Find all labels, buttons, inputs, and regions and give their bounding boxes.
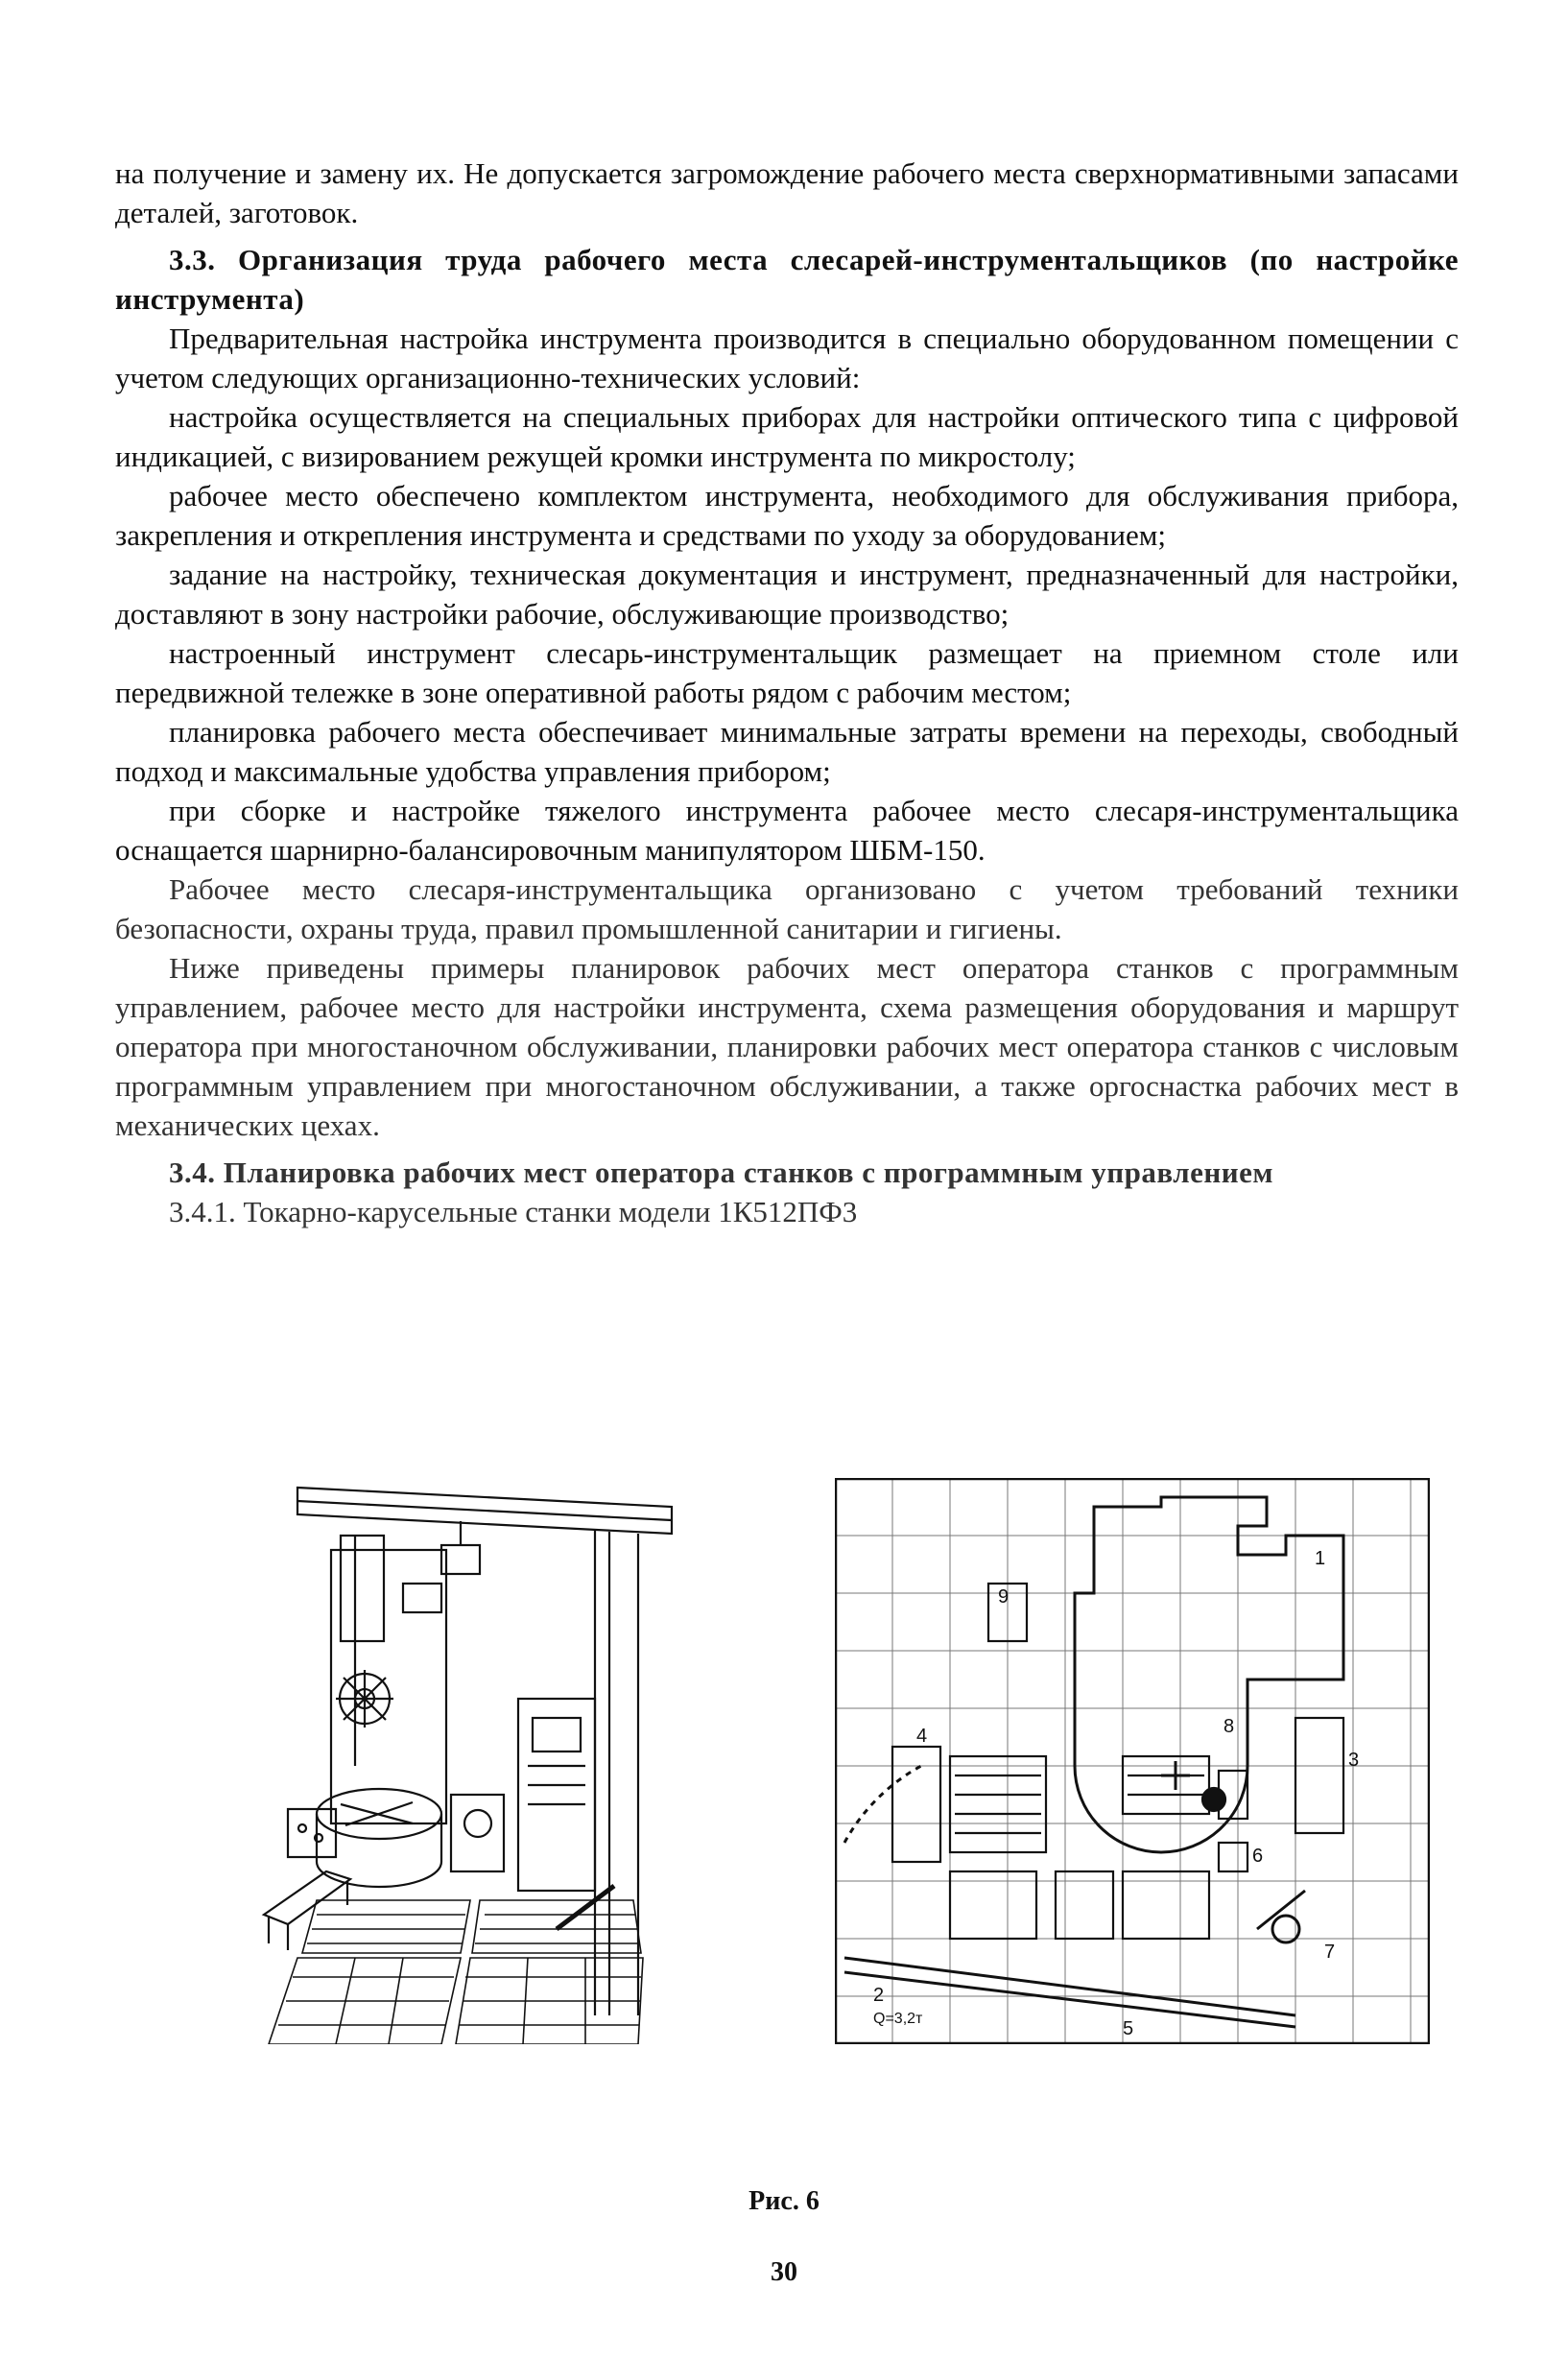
floor-plan-drawing — [835, 1478, 1430, 2044]
label-8: 8 — [1224, 1716, 1235, 1737]
plan-grid — [835, 1478, 1430, 2044]
label-9: 9 — [998, 1586, 1010, 1608]
label-6: 6 — [1252, 1846, 1264, 1867]
section-heading-3-4: 3.4. Планировка рабочих мест оператора станков с программным управлением — [169, 1156, 1273, 1189]
plan-labels — [873, 1548, 1359, 2039]
paragraph: на получение и замену их. Не допускается загромождение рабочего места сверхнормативными запасами деталей, заготовок. — [115, 156, 1459, 229]
body-text — [115, 154, 1459, 1231]
list-item: задание на настройку, техническая документация и инструмент, предназначенный для настройки, доставляют в зону настройки рабочие, обслуживающие производство; — [115, 558, 1459, 631]
label-4: 4 — [916, 1726, 928, 1747]
list-item: планировка рабочего места обеспечивает минимальные затраты времени на переходы, свободный подход и максимальные удобства управления прибором; — [115, 715, 1459, 788]
paragraph: Ниже приведены примеры планировок рабочих мест оператора станков с программным управлением, рабочее место для настройки инструмента, схема размещения оборудования и маршрут оператора при многостаночном обслуживании, планировки рабочих мест оператора станков с числовым программным управлением при многостаночном обслуживании, а также оргоснастка рабочих мест в механических цехах. — [115, 951, 1459, 1142]
floor-mats — [269, 1900, 643, 2044]
equipment-items — [892, 1584, 1343, 1939]
figure-caption: Рис. 6 — [748, 2186, 820, 2216]
label-7: 7 — [1324, 1942, 1336, 1963]
label-1: 1 — [1315, 1548, 1326, 1569]
crane-capacity-label: Q=3,2т — [873, 2011, 923, 2027]
section-heading-3-3: 3.3. Организация труда рабочего места слесарей-инструментальщиков (по настройке инструмента) — [115, 243, 1459, 316]
label-5: 5 — [1123, 2018, 1134, 2039]
paragraph: Рабочее место слесаря-инструментальщика организовано с учетом требований техники безопасности, охраны труда, правил промышленной санитарии и гигиены. — [115, 872, 1459, 945]
label-2: 2 — [873, 1985, 885, 2006]
crane-rail — [844, 1766, 1305, 2027]
subsection-heading-3-4-1: 3.4.1. Токарно-карусельные станки модели 1К512ПФ3 — [169, 1195, 858, 1228]
manipulator-arm — [557, 1886, 614, 1929]
label-3: 3 — [1348, 1750, 1360, 1771]
list-item: настройка осуществляется на специальных приборах для настройки оптического типа с цифровой индикацией, с визированием режущей кромки инструмента по микростолу; — [115, 400, 1459, 473]
list-item: настроенный инструмент слесарь-инструментальщик размещает на приемном столе или передвижной тележке в зоне оперативной работы рядом с рабочим местом; — [115, 636, 1459, 709]
list-item: рабочее место обеспечено комплектом инструмента, необходимого для обслуживания прибора, закрепления и открепления инструмента и средствами по уходу за оборудованием; — [115, 479, 1459, 552]
paragraph: Предварительная настройка инструмента производится в специально оборудованном помещении с учетом следующих организационно-технических условий: — [115, 322, 1459, 394]
machine-perspective-drawing — [259, 1478, 796, 2044]
machine-column — [331, 1536, 446, 1823]
overhead-crane — [297, 1488, 672, 2015]
list-item: при сборке и настройке тяжелого инструмента рабочее место слесаря-инструментальщика оснащается шарнирно-балансировочным манипулятором ШБМ-150. — [115, 794, 1459, 867]
page-number: 30 — [771, 2257, 797, 2287]
